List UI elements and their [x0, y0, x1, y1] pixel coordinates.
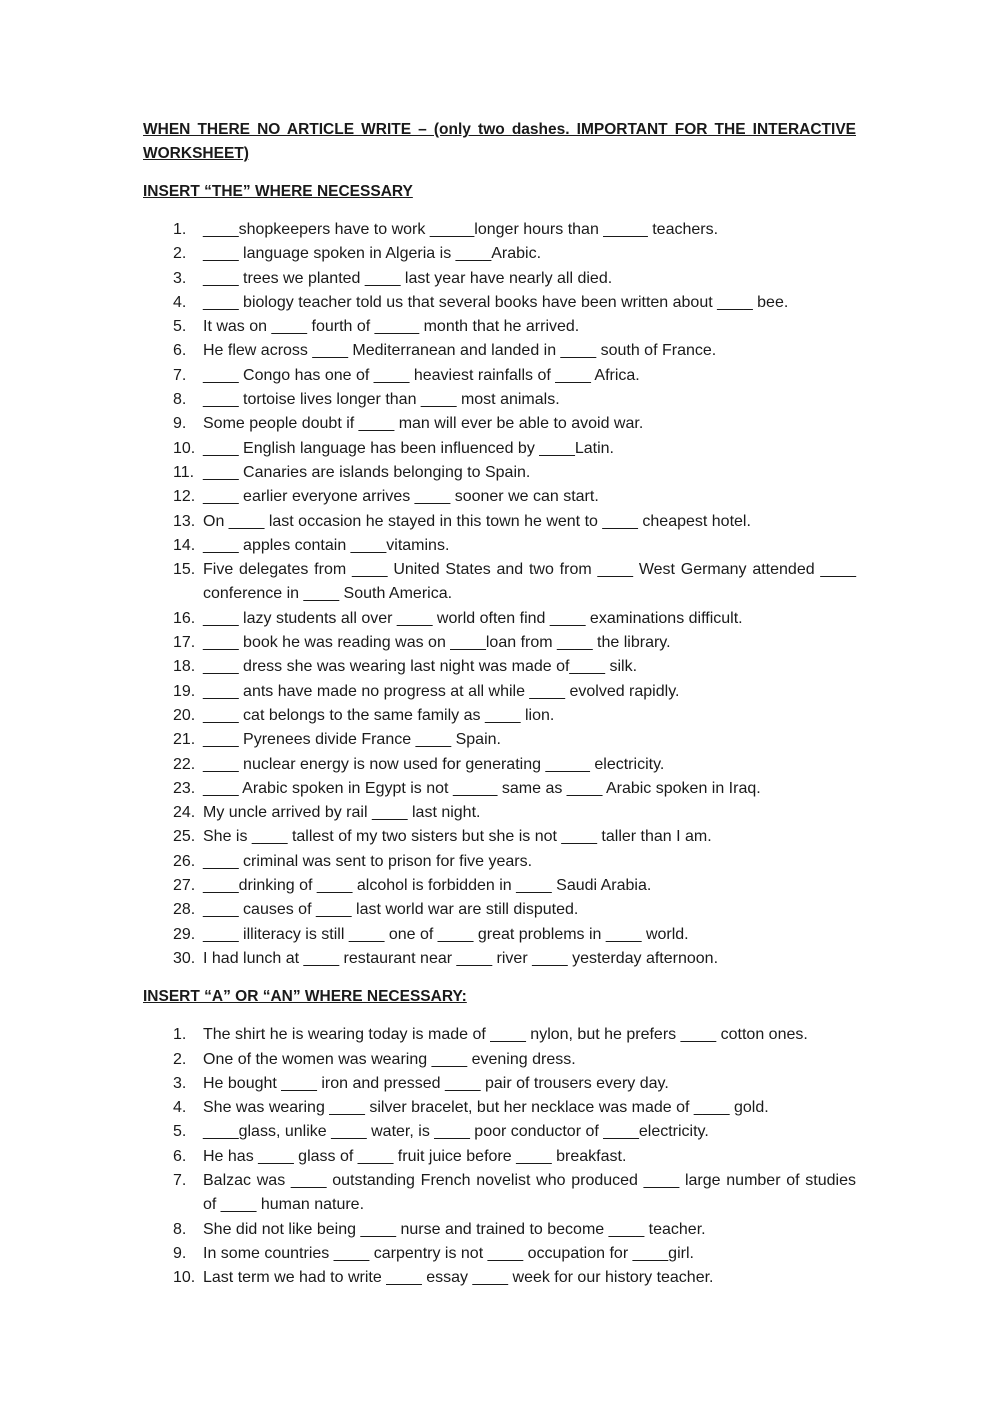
exercise-sentence: ____glass, unlike ____ water, is ____ poor conductor of ____electricity.	[203, 1123, 709, 1141]
exercise-item	[143, 850, 856, 874]
exercise-number: 4.	[173, 1099, 187, 1117]
exercise-item	[143, 242, 856, 266]
exercise-sentence: ____ lazy students all over ____ world often find ____ examinations difficult.	[203, 609, 743, 627]
exercise-number: 22.	[173, 755, 196, 773]
exercise-item	[143, 291, 856, 315]
exercise-sentence: ____ cat belongs to the same family as ____ lion.	[203, 706, 555, 724]
exercise-item	[143, 728, 856, 752]
exercise-sentence: ____ Arabic spoken in Egypt is not _____ same as ____ Arabic spoken in Iraq.	[203, 779, 761, 797]
exercise-number-wrap	[143, 680, 203, 704]
exercise-number: 9.	[173, 1244, 187, 1262]
exercise-sentence: The shirt he is wearing today is made of ____ nylon, but he prefers ____ cotton ones.	[203, 1026, 808, 1044]
exercise-item	[143, 1266, 856, 1290]
exercise-item	[143, 412, 856, 436]
exercise-number: 9.	[173, 415, 187, 433]
exercise-number-wrap	[143, 898, 203, 922]
section-the-heading: INSERT “THE” WHERE NECESSARY	[143, 183, 413, 200]
exercise-number-wrap	[143, 1072, 203, 1096]
exercise-item	[143, 825, 856, 849]
exercise-sentence: ____ Canaries are islands belonging to Spain.	[203, 463, 531, 481]
exercise-item	[143, 267, 856, 291]
exercise-sentence: ____ Pyrenees divide France ____ Spain.	[203, 731, 501, 749]
exercise-number: 20.	[173, 706, 196, 724]
exercise-number-wrap	[143, 1120, 203, 1144]
exercise-sentence: ____ illiteracy is still ____ one of ____ great problems in ____ world.	[203, 925, 689, 943]
exercise-number-wrap	[143, 777, 203, 801]
exercise-number: 8.	[173, 1220, 187, 1238]
exercise-number: 30.	[173, 949, 196, 967]
exercise-number-wrap	[143, 339, 203, 363]
exercise-number-wrap	[143, 461, 203, 485]
exercise-number: 7.	[173, 1171, 187, 1189]
exercise-number: 5.	[173, 318, 187, 336]
exercise-number: 14.	[173, 536, 196, 554]
worksheet-instruction: WHEN THERE NO ARTICLE WRITE – (only two dashes. IMPORTANT FOR THE INTERACTIVE WORKSHEET)	[143, 121, 856, 162]
exercise-item	[143, 364, 856, 388]
exercise-sentence: She is ____ tallest of my two sisters but she is not ____ taller than I am.	[203, 828, 712, 846]
exercise-number-wrap	[143, 874, 203, 898]
exercise-item	[143, 655, 856, 679]
exercise-number: 10.	[173, 1269, 196, 1287]
exercise-number: 10.	[173, 439, 196, 457]
exercise-sentence: ____ tortoise lives longer than ____ most animals.	[203, 391, 560, 409]
exercise-sentence: ____ English language has been influenced by ____Latin.	[203, 439, 614, 457]
exercise-number-wrap	[143, 704, 203, 728]
exercise-number-wrap	[143, 1218, 203, 1242]
exercise-number-wrap	[143, 315, 203, 339]
exercise-sentence: He bought ____ iron and pressed ____ pair of trousers every day.	[203, 1074, 669, 1092]
exercise-number-wrap	[143, 631, 203, 655]
exercise-sentence: Some people doubt if ____ man will ever be able to avoid war.	[203, 415, 644, 433]
exercise-number: 27.	[173, 877, 196, 895]
section-a-an-list	[143, 1023, 856, 1290]
exercise-item	[143, 1242, 856, 1266]
exercise-number: 29.	[173, 925, 196, 943]
exercise-item	[143, 1072, 856, 1096]
section-the-list	[143, 218, 856, 971]
exercise-number-wrap	[143, 1145, 203, 1169]
exercise-number-wrap	[143, 534, 203, 558]
exercise-sentence: He has ____ glass of ____ fruit juice before ____ breakfast.	[203, 1147, 627, 1165]
exercise-number-wrap	[143, 947, 203, 971]
exercise-number-wrap	[143, 728, 203, 752]
exercise-sentence: ____ causes of ____ last world war are still disputed.	[203, 901, 579, 919]
exercise-number-wrap	[143, 558, 203, 607]
exercise-number-wrap	[143, 437, 203, 461]
exercise-item	[143, 631, 856, 655]
exercise-number: 17.	[173, 634, 196, 652]
exercise-sentence: Five delegates from ____ United States and two from ____ West Germany attended ____ conference in ____ South America.	[203, 561, 856, 603]
exercise-item	[143, 1048, 856, 1072]
exercise-sentence: She did not like being ____ nurse and trained to become ____ teacher.	[203, 1220, 706, 1238]
exercise-sentence: It was on ____ fourth of _____ month that he arrived.	[203, 318, 580, 336]
exercise-number-wrap	[143, 485, 203, 509]
exercise-item	[143, 801, 856, 825]
exercise-item	[143, 388, 856, 412]
exercise-sentence: One of the women was wearing ____ evening dress.	[203, 1050, 576, 1068]
exercise-number: 8.	[173, 391, 187, 409]
exercise-number-wrap	[143, 1023, 203, 1047]
exercise-sentence: ____ biology teacher told us that several books have been written about ____ bee.	[203, 293, 789, 311]
exercise-number-wrap	[143, 242, 203, 266]
exercise-number-wrap	[143, 1266, 203, 1290]
exercise-number-wrap	[143, 1096, 203, 1120]
exercise-number: 21.	[173, 731, 196, 749]
exercise-number-wrap	[143, 1048, 203, 1072]
exercise-sentence: He flew across ____ Mediterranean and landed in ____ south of France.	[203, 342, 717, 360]
exercise-item	[143, 680, 856, 704]
exercise-sentence: ____ apples contain ____vitamins.	[203, 536, 450, 554]
exercise-number: 7.	[173, 366, 187, 384]
exercise-sentence: ____ ants have made no progress at all while ____ evolved rapidly.	[203, 682, 680, 700]
exercise-item	[143, 1120, 856, 1144]
exercise-number: 1.	[173, 1026, 187, 1044]
exercise-item	[143, 923, 856, 947]
exercise-number: 6.	[173, 1147, 187, 1165]
exercise-sentence: My uncle arrived by rail ____ last night.	[203, 804, 481, 822]
exercise-number-wrap	[143, 291, 203, 315]
worksheet-page	[143, 118, 856, 1290]
exercise-item	[143, 461, 856, 485]
exercise-number: 6.	[173, 342, 187, 360]
exercise-sentence: ____shopkeepers have to work _____longer hours than _____ teachers.	[203, 221, 719, 238]
exercise-number: 4.	[173, 293, 187, 311]
exercise-number-wrap	[143, 655, 203, 679]
exercise-number: 11.	[173, 463, 195, 481]
exercise-item	[143, 1023, 856, 1047]
exercise-item	[143, 339, 856, 363]
exercise-sentence: Balzac was ____ outstanding French novelist who produced ____ large number of studies of ____ human nature.	[203, 1171, 856, 1214]
exercise-item	[143, 777, 856, 801]
exercise-number: 24.	[173, 804, 196, 822]
exercise-item	[143, 315, 856, 339]
exercise-number: 23.	[173, 779, 196, 797]
exercise-number: 13.	[173, 512, 196, 530]
exercise-item	[143, 218, 856, 242]
exercise-item	[143, 947, 856, 971]
exercise-item	[143, 874, 856, 898]
exercise-item	[143, 1145, 856, 1169]
section-a-an-heading: INSERT “A” OR “AN” WHERE NECESSARY:	[143, 988, 467, 1006]
exercise-sentence: On ____ last occasion he stayed in this town he went to ____ cheapest hotel.	[203, 512, 751, 530]
exercise-sentence: ____ book he was reading was on ____loan from ____ the library.	[203, 634, 671, 652]
exercise-number: 2.	[173, 1050, 187, 1068]
exercise-item	[143, 1169, 856, 1218]
exercise-number-wrap	[143, 1242, 203, 1266]
exercise-number-wrap	[143, 607, 203, 631]
exercise-number: 1.	[173, 221, 187, 238]
exercise-number-wrap	[143, 923, 203, 947]
exercise-item	[143, 1218, 856, 1242]
exercise-number-wrap	[143, 850, 203, 874]
exercise-number: 2.	[173, 245, 187, 263]
exercise-item	[143, 534, 856, 558]
exercise-sentence: ____ criminal was sent to prison for five years.	[203, 852, 533, 870]
exercise-number-wrap	[143, 1169, 203, 1218]
exercise-number: 5.	[173, 1123, 187, 1141]
exercise-number: 18.	[173, 658, 196, 676]
exercise-number-wrap	[143, 801, 203, 825]
exercise-number: 15.	[173, 561, 196, 579]
exercise-number: 25.	[173, 828, 196, 846]
exercise-sentence: ____ nuclear energy is now used for generating _____ electricity.	[203, 755, 665, 773]
exercise-item	[143, 485, 856, 509]
exercise-number-wrap	[143, 218, 203, 242]
exercise-number-wrap	[143, 267, 203, 291]
exercise-item	[143, 898, 856, 922]
exercise-item	[143, 1096, 856, 1120]
exercise-sentence: She was wearing ____ silver bracelet, but her necklace was made of ____ gold.	[203, 1099, 769, 1117]
exercise-sentence: ____ dress she was wearing last night was made of____ silk.	[203, 658, 638, 676]
exercise-sentence: In some countries ____ carpentry is not ____ occupation for ____girl.	[203, 1244, 694, 1262]
exercise-number: 16.	[173, 609, 196, 627]
exercise-number: 3.	[173, 1074, 187, 1092]
exercise-sentence: I had lunch at ____ restaurant near ____ river ____ yesterday afternoon.	[203, 949, 719, 967]
exercise-number-wrap	[143, 388, 203, 412]
exercise-number-wrap	[143, 364, 203, 388]
exercise-item	[143, 753, 856, 777]
exercise-number-wrap	[143, 753, 203, 777]
exercise-number-wrap	[143, 510, 203, 534]
exercise-number-wrap	[143, 825, 203, 849]
exercise-sentence: ____ earlier everyone arrives ____ sooner we can start.	[203, 488, 599, 506]
exercise-sentence: Last term we had to write ____ essay ____ week for our history teacher.	[203, 1269, 714, 1287]
exercise-item	[143, 437, 856, 461]
exercise-number: 12.	[173, 488, 196, 506]
exercise-number: 26.	[173, 852, 196, 870]
exercise-sentence: ____drinking of ____ alcohol is forbidden in ____ Saudi Arabia.	[203, 877, 652, 895]
exercise-sentence: ____ Congo has one of ____ heaviest rainfalls of ____ Africa.	[203, 366, 640, 384]
exercise-sentence: ____ trees we planted ____ last year have nearly all died.	[203, 269, 613, 287]
exercise-number-wrap	[143, 412, 203, 436]
exercise-item	[143, 704, 856, 728]
exercise-number: 3.	[173, 269, 187, 287]
exercise-item	[143, 510, 856, 534]
exercise-sentence: ____ language spoken in Algeria is ____Arabic.	[203, 245, 542, 263]
exercise-number: 28.	[173, 901, 196, 919]
exercise-item	[143, 607, 856, 631]
exercise-number: 19.	[173, 682, 196, 700]
exercise-item	[143, 558, 856, 607]
